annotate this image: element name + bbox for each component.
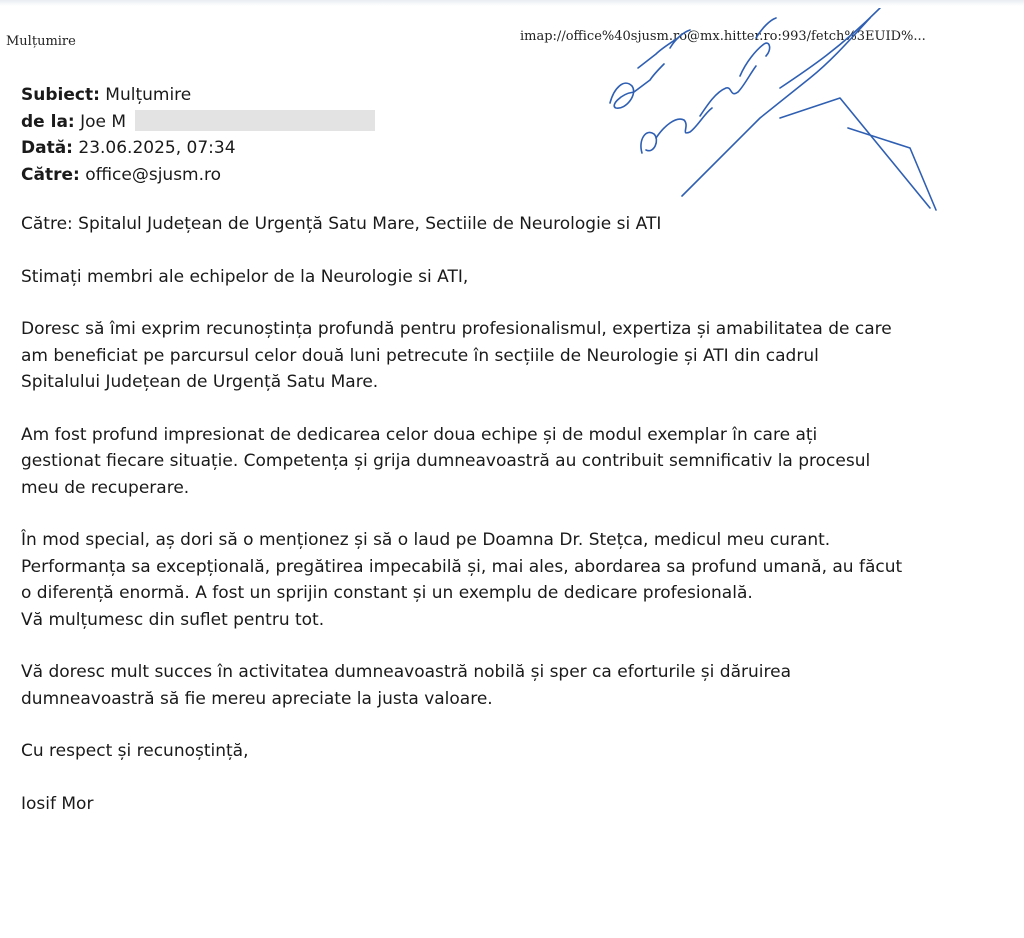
email-header <box>21 82 375 188</box>
redacted-email-box <box>135 110 375 131</box>
paragraph-gratitude: Doresc să îmi exprim recunoștința profundă pentru profesionalismul, expertiza și amabilitatea de care am beneficiat pe parcursul celor două luni petrecute în secțiile de Neurologie și ATI din cadrul Spitalului Județean de Urgență Satu Mare. <box>21 319 892 392</box>
date-label: Dată: <box>21 138 73 158</box>
from-row <box>21 109 375 136</box>
greeting: Stimați membri ale echipelor de la Neurologie si ATI, <box>21 266 469 287</box>
sender-name: Iosif Mor <box>21 793 94 814</box>
email-body <box>21 211 981 843</box>
to-row <box>21 162 375 189</box>
subject-row <box>21 82 375 109</box>
print-page-title: Mulțumire <box>6 34 76 49</box>
subject-value: Mulțumire <box>105 85 192 105</box>
paragraph-teams: Am fost profund impresionat de dedicarea celor doua echipe și de modul exemplar în care ați gestionat fiecare situație. Competența și grija dumneavoastră au contribuit semnificativ la procesul meu de recuperare. <box>21 424 871 498</box>
closing: Cu respect și recunoștință, <box>21 741 249 761</box>
to-label: Către: <box>21 164 80 185</box>
paragraph-doctor: În mod special, aș dori să o menționez și să o laud pe Doamna Dr. Stețca, medicul meu curant. Performanța sa excepțională, pregătirea impecabilă și, mai ales, abordarea sa profund umană, au făcut o diferență enormă. A fost un sprijin constant și un exemplu de dedicare profesională. Vă mulțumesc din suflet pentru tot. <box>21 530 903 630</box>
to-value: office@sjusm.ro <box>85 164 222 185</box>
recipient-line: Către: Spitalul Județean de Urgență Satu Mare, Sectiile de Neurologie si ATI <box>21 214 662 234</box>
from-label: de la: <box>21 111 75 132</box>
subject-label: Subiect: <box>21 85 100 105</box>
print-page-url: imap://office%40sjusm.ro@mx.hitter.ro:993/fetch%3EUID%... <box>520 29 926 44</box>
date-value: 23.06.2025, 07:34 <box>78 138 236 158</box>
date-row <box>21 135 375 162</box>
scan-edge <box>0 0 1024 6</box>
from-value: Joe M <box>80 111 127 132</box>
paragraph-wishes: Vă doresc mult succes în activitatea dumneavoastră nobilă și sper ca eforturile și dăruirea dumneavoastră să fie mereu apreciate la justa valoare. <box>21 662 791 709</box>
